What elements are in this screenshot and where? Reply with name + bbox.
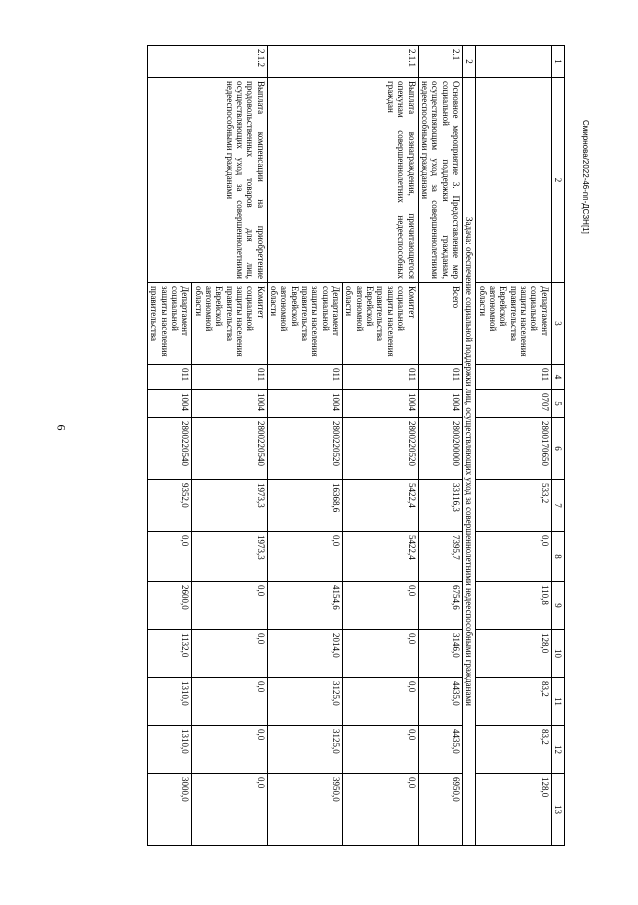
- header-cell: 11: [551, 678, 564, 726]
- page-number: 6: [54, 424, 69, 431]
- footer-note: Смирнова/2022-46-пп-ДСЗН[1]: [581, 120, 590, 234]
- table-row: [192, 46, 267, 846]
- header-cell: 7: [551, 480, 564, 532]
- value-cell: 0,0: [343, 630, 418, 678]
- header-cell: 9: [551, 582, 564, 630]
- value-cell: 2014,0: [267, 630, 342, 678]
- value-cell: 2600,0: [147, 582, 191, 630]
- value-cell: 0,0: [192, 774, 267, 846]
- header-cell: 12: [551, 726, 564, 774]
- value-cell: 4435,0: [418, 726, 462, 774]
- value-cell: 110,8: [476, 582, 551, 630]
- value-cell: 0,0: [147, 532, 191, 582]
- value-cell: 1973,3: [192, 532, 267, 582]
- value-cell: 3146,0: [418, 630, 462, 678]
- row-num: 2.1.2: [147, 46, 267, 78]
- value-cell: 0,0: [343, 774, 418, 846]
- header-cell: 4: [551, 365, 564, 390]
- value-cell: 128,0: [476, 630, 551, 678]
- task-num: 2: [462, 46, 475, 78]
- rotated-table-container: [115, 45, 565, 845]
- executor-cell: Департамент социальной защиты населения правительства Еврейской автономной области: [476, 283, 551, 365]
- value-cell: 83,2: [476, 678, 551, 726]
- value-cell: 3000,0: [147, 774, 191, 846]
- value-cell: 0,0: [267, 532, 342, 582]
- value-cell: 2800220520: [343, 418, 418, 480]
- value-cell: 1004: [147, 390, 191, 418]
- value-cell: 1132,0: [147, 630, 191, 678]
- row-name: Основное мероприятие 3. Предоставление мер социальной поддержки гражданам, осуществляющим уход за совершеннолетними недееспособными гражданами: [418, 78, 462, 283]
- value-cell: 0,0: [192, 630, 267, 678]
- row-num: 2.1.1: [267, 46, 418, 78]
- value-cell: 16368,6: [267, 480, 342, 532]
- table-row: [343, 46, 418, 846]
- executor-cell: Комитет социальной защиты населения правительства Еврейской автономной области: [343, 283, 418, 365]
- header-cell: 3: [551, 283, 564, 365]
- value-cell: 1004: [267, 390, 342, 418]
- value-cell: 011: [147, 365, 191, 390]
- value-cell: 0,0: [343, 678, 418, 726]
- value-cell: 3950,0: [267, 774, 342, 846]
- row-num: 2.1: [418, 46, 462, 78]
- row-name: Выплата вознаграждения, причитающегося опекунам совершеннолетних недееспособных граждан: [267, 78, 418, 283]
- value-cell: 9352,0: [147, 480, 191, 532]
- header-cell: 1: [551, 46, 564, 78]
- row-name: Выплата компенсации на приобретение продовольственных товаров для лиц, осуществляющих уход за совершеннолетними недееспособными гражданами: [147, 78, 267, 283]
- table-row: [476, 46, 551, 846]
- value-cell: 6950,0: [418, 774, 462, 846]
- value-cell: 2800220540: [147, 418, 191, 480]
- value-cell: 1310,0: [147, 678, 191, 726]
- value-cell: 1004: [192, 390, 267, 418]
- value-cell: 2800220540: [192, 418, 267, 480]
- value-cell: 011: [418, 365, 462, 390]
- value-cell: 0,0: [343, 726, 418, 774]
- value-cell: 6754,6: [418, 582, 462, 630]
- value-cell: 1973,3: [192, 480, 267, 532]
- value-cell: 0,0: [343, 582, 418, 630]
- header-cell: 2: [551, 78, 564, 283]
- header-cell: 8: [551, 532, 564, 582]
- value-cell: 1004: [343, 390, 418, 418]
- value-cell: 33116,3: [418, 480, 462, 532]
- header-cell: 10: [551, 630, 564, 678]
- executor-cell: Департамент социальной защиты населения правительства: [147, 283, 191, 365]
- executor-cell: Комитет социальной защиты населения правительства Еврейской автономной области: [192, 283, 267, 365]
- header-cell: 5: [551, 390, 564, 418]
- value-cell: 5422,4: [343, 532, 418, 582]
- value-cell: 7395,7: [418, 532, 462, 582]
- value-cell: 0,0: [192, 726, 267, 774]
- value-cell: 4435,0: [418, 678, 462, 726]
- table-row: [418, 46, 462, 846]
- header-cell: 6: [551, 418, 564, 480]
- program-table: [147, 45, 565, 846]
- task-row: [462, 46, 475, 846]
- value-cell: 0707: [476, 390, 551, 418]
- value-cell: 0,0: [192, 582, 267, 630]
- value-cell: 533,2: [476, 480, 551, 532]
- value-cell: 5422,4: [343, 480, 418, 532]
- value-cell: 0,0: [192, 678, 267, 726]
- value-cell: 4154,6: [267, 582, 342, 630]
- value-cell: 1004: [418, 390, 462, 418]
- value-cell: 2800200000: [418, 418, 462, 480]
- value-cell: 2800170650: [476, 418, 551, 480]
- value-cell: 011: [476, 365, 551, 390]
- executor-cell: Всего: [418, 283, 462, 365]
- value-cell: 3125,0: [267, 726, 342, 774]
- value-cell: 011: [267, 365, 342, 390]
- value-cell: 1310,0: [147, 726, 191, 774]
- task-text: Задача: обеспечение социальной поддержки лиц, осуществляющих уход за совершеннолетними недееспособными гражданами: [462, 78, 475, 846]
- value-cell: 2800220520: [267, 418, 342, 480]
- value-cell: 011: [192, 365, 267, 390]
- header-row: [551, 46, 564, 846]
- header-cell: 13: [551, 774, 564, 846]
- value-cell: 83,2: [476, 726, 551, 774]
- value-cell: 011: [343, 365, 418, 390]
- value-cell: 0,0: [476, 532, 551, 582]
- executor-cell: Департамент социальной защиты населения правительства Еврейской автономной области: [267, 283, 342, 365]
- value-cell: 3125,0: [267, 678, 342, 726]
- value-cell: 128,0: [476, 774, 551, 846]
